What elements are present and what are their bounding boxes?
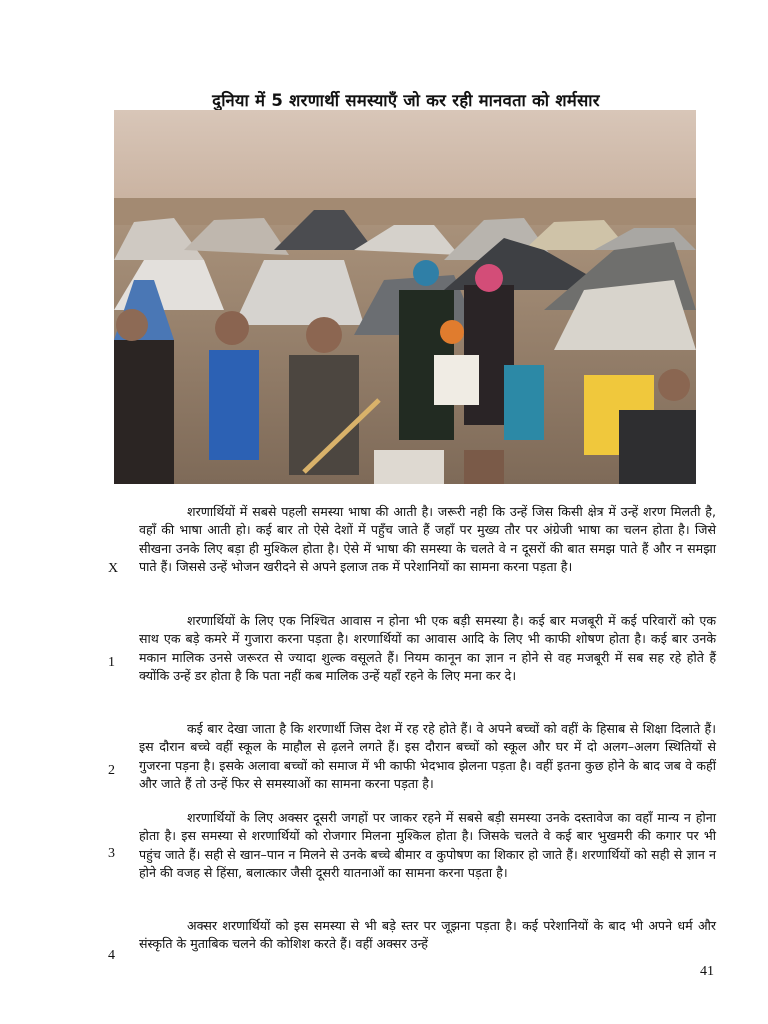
paragraph-3: कई बार देखा जाता है कि शरणार्थी जिस देश में रह रहे होते हैं। वे अपने बच्चों को वहीं के हिसाब से शिक्षा दिलाते हैं। इस दौरान बच्चे वहीं स्कूल के माहौल से ढ़लने लगते हैं। इस दौरान बच्चों को स्कूल और घर में दो अलग–अलग स्थितियों से गुजरना पड़ना है। इसके अलावा बच्चों को समाज में भी काफी भेदभाव झेलना पड़ता है। वहीं इतना कुछ होने के बाद जब वे कहीं और जाते हैं तो उन्हें फिर से समस्याओं का सामना करना पड़ता है। xyxy=(139,721,716,791)
margin-marker-3: 3 xyxy=(108,846,115,861)
margin-marker-4: 4 xyxy=(108,948,115,963)
paragraph-2: शरणार्थियों के लिए एक निश्चित आवास न होना भी एक बड़ी समस्या है। कई बार मजबूरी में कई परिवारों को एक साथ एक बड़े कमरे में गुजारा करना पड़ता है। शरणार्थियों का आवास आदि के लिए भी काफी शोषण होता है। कई बार उनके मकान मालिक उनसे जरूरत से ज्यादा शुल्क वसूलते हैं। नियम कानून का ज्ञान न होने से वह मजबूरी में सब सह रहे होते हैं क्योंकि उन्हें डर होता है कि पता नहीं कब मालिक उन्हें यहाँ रहने के लिए मना कर दे। xyxy=(139,613,716,683)
page-number: 41 xyxy=(700,964,714,979)
page-title: दुनिया में 5 शरणार्थी समस्याएँ जो कर रही मानवता को शर्मसार xyxy=(212,91,600,110)
paragraph-5: अक्सर शरणार्थियों को इस समस्या से भी बड़े स्तर पर जूझना पड़ता है। कई परेशानियों के बाद भी अपने धर्म और संस्कृति के मुताबिक चलने की कोशिश करते हैं। वहीं अक्सर उन्हें xyxy=(139,918,716,952)
photo-illustration xyxy=(114,110,696,484)
paragraph-4: शरणार्थियों के लिए अक्सर दूसरी जगहों पर जाकर रहने में सबसे बड़ी समस्या उनके दस्तावेज का वहाँ मान्य न होना होता है। इस समस्या से शरणार्थियों को रोजगार मिलना मुश्किल होता है। जिसके चलते वे कई बार भुखमरी की कगार पर भी पहुंच जाते हैं। सही से खान–पान न मिलने से उनके बच्चे बीमार व कुपोषण का शिकार हो जाते हैं। शरणार्थियों को सही से ज्ञान न होने की वजह से हिंसा, बलात्कार जैसी दूसरी यातनाओं का सामना करना पड़ता है। xyxy=(139,810,716,880)
paragraph-1: शरणार्थियों में सबसे पहली समस्या भाषा की आती है। जरूरी नही कि उन्हें जिस किसी क्षेत्र में उन्हें शरण मिलती है, वहाँ की भाषा आती हो। कई बार तो ऐसे देशों में पहुँच जाते हैं जहाँ पर मुख्य तौर पर अंग्रेजी भाषा का चलन होता है। जिसे सीखना उनके लिए बड़ा ही मुश्किल होता है। ऐसे में भाषा की समस्या के चलते वे न दूसरों की बात समझ पाते हैं और न समझा पाते हैं। जिससे उन्हें भोजन खरीदने से अपने इलाज तक में परेशानियों का सामना करना पड़ता है। xyxy=(139,504,716,574)
refugee-camp-photo xyxy=(114,110,696,484)
margin-marker-1: 1 xyxy=(108,655,115,670)
margin-marker-x: X xyxy=(108,561,119,576)
margin-marker-2: 2 xyxy=(108,763,115,778)
